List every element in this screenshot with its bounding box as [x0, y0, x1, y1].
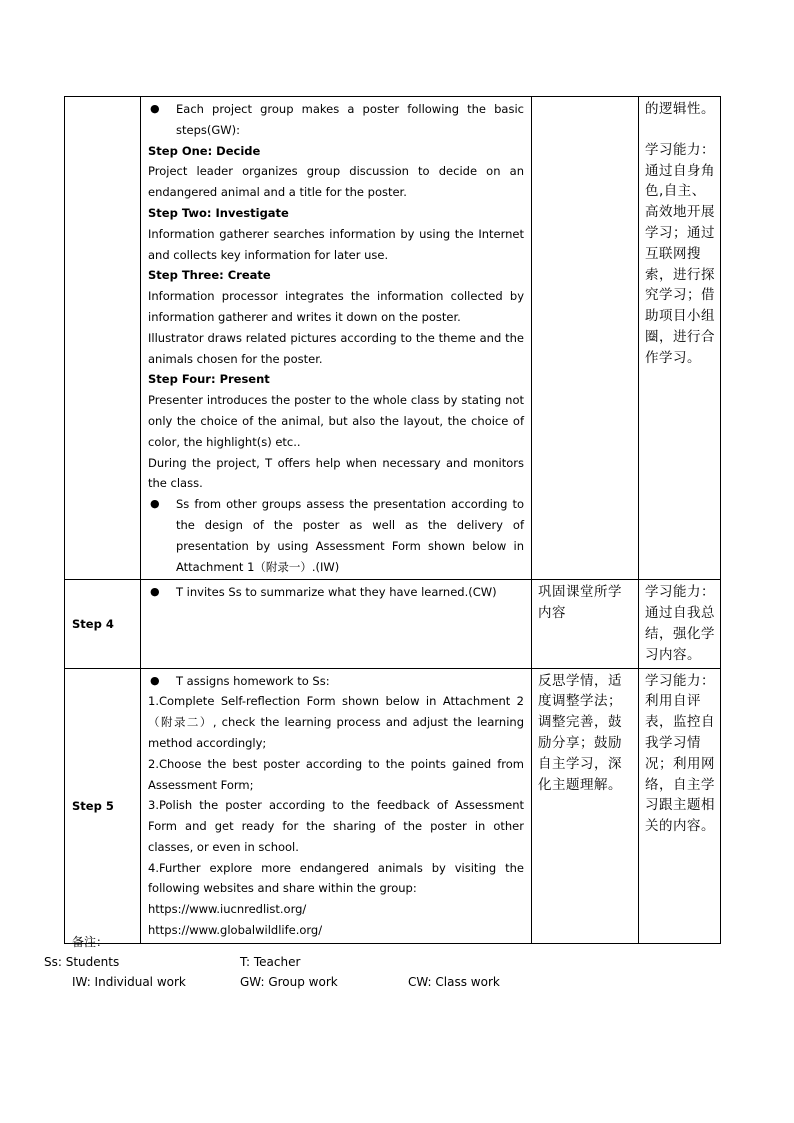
ability-cell: [639, 97, 721, 580]
step-one-title: Step One: Decide: [148, 143, 261, 158]
ability-cell: [639, 668, 721, 943]
lesson-plan-table: [64, 96, 721, 944]
monitor-text: During the project, T offers help when necessary and monitors the class.: [148, 455, 524, 491]
bullet-homework: ● T assigns homework to Ss:: [148, 671, 524, 692]
notes-section: [44, 932, 672, 992]
step-four-text: Presenter introduces the poster to the whole class by stating not only the choice of the animal, but also the layout, the choice of color, the highlight(s) etc..: [148, 393, 524, 449]
step-cell-empty: [65, 97, 141, 580]
homework-item-3: 3.Polish the poster according to the feedback of Assessment Form and get ready for the sharing of the poster in other classes, or even in school.: [148, 798, 524, 854]
note-t: T: Teacher: [240, 955, 301, 969]
step-two-text: Information gatherer searches information by using the Internet and collects key information for later use.: [148, 226, 524, 262]
bullet-icon: ●: [150, 585, 160, 599]
note-iw: IW: Individual work: [72, 975, 186, 989]
aim-cell: [532, 580, 639, 668]
notes-title-row: [72, 932, 672, 952]
bullet-poster-steps: ● Each project group makes a poster following the basic steps(GW):: [148, 99, 524, 141]
notes-title: 备注：: [72, 935, 109, 949]
bullet-icon: ●: [150, 497, 160, 511]
procedure-cell: [141, 668, 532, 943]
ability-text: 学习能力：通过自我总结，强化学习内容。: [645, 584, 715, 663]
homework-item-1: 1.Complete Self-reflection Form shown below in Attachment 2（附录二）, check the learning process and adjust the learning method accordingly;: [148, 694, 524, 750]
bullet-icon: ●: [150, 673, 160, 687]
ability-text: 学习能力：通过自身角色,自主、高效地开展学习；通过互联网搜索，进行探究学习；借助项目小组圈，进行合作学习。: [645, 141, 715, 366]
aim-cell: [532, 668, 639, 943]
note-gw: GW: Group work: [240, 975, 338, 989]
homework-item-2: 2.Choose the best poster according to the points gained from Assessment Form;: [148, 756, 524, 792]
step-three-title: Step Three: Create: [148, 268, 271, 283]
step-three-text-1: Information processor integrates the information collected by information gatherer and writes it down on the poster.: [148, 289, 524, 324]
website-url-2: https://www.globalwildlife.org/: [148, 923, 323, 938]
bullet-icon: ●: [150, 102, 160, 115]
step-one-text: Project leader organizes group discussion to decide on an endangered animal and a title for the poster.: [148, 164, 524, 200]
step-four-title: Step Four: Present: [148, 372, 270, 387]
homework-item-4: 4.Further explore more endangered animals by visiting the following websites and share within the group:: [148, 860, 524, 896]
step-label: Step 5: [65, 668, 141, 943]
notes-row-2: [72, 972, 672, 992]
aim-text: 反思学情，适度调整学法；调整完善，鼓励分享；鼓励自主学习，深化主题理解。: [538, 672, 622, 793]
aim-cell-empty: [532, 97, 639, 580]
ability-cell: [639, 580, 721, 668]
website-url-1: https://www.iucnredlist.org/: [148, 902, 307, 917]
step-label: Step 4: [65, 580, 141, 668]
bullet-summarize: ● T invites Ss to summarize what they have learned.(CW): [148, 582, 524, 603]
aim-text: 巩固课堂所学内容: [538, 584, 622, 622]
procedure-cell: [141, 580, 532, 668]
table-row-step-4: [65, 580, 721, 668]
table-row-group-work: [65, 97, 721, 580]
step-two-title: Step Two: Investigate: [148, 205, 289, 220]
note-cw: CW: Class work: [408, 975, 500, 989]
notes-row-1: [44, 952, 672, 972]
table-row-step-5: [65, 668, 721, 943]
bullet-assessment: ● Ss from other groups assess the presentation according to the design of the poster as well as the delivery of presentation by using Assessment Form shown below in Attachment 1（附录一）.(IW): [148, 494, 524, 577]
ability-text: 学习能力：利用自评表，监控自我学习情况；利用网络，自主学习跟主题相关的内容。: [645, 672, 715, 835]
ability-previous-text: 的逻辑性。: [645, 101, 715, 117]
step-three-text-2: Illustrator draws related pictures according to the theme and the animals chosen for the poster.: [148, 330, 524, 366]
note-ss: Ss: Students: [44, 955, 120, 969]
procedure-cell: [141, 97, 532, 580]
